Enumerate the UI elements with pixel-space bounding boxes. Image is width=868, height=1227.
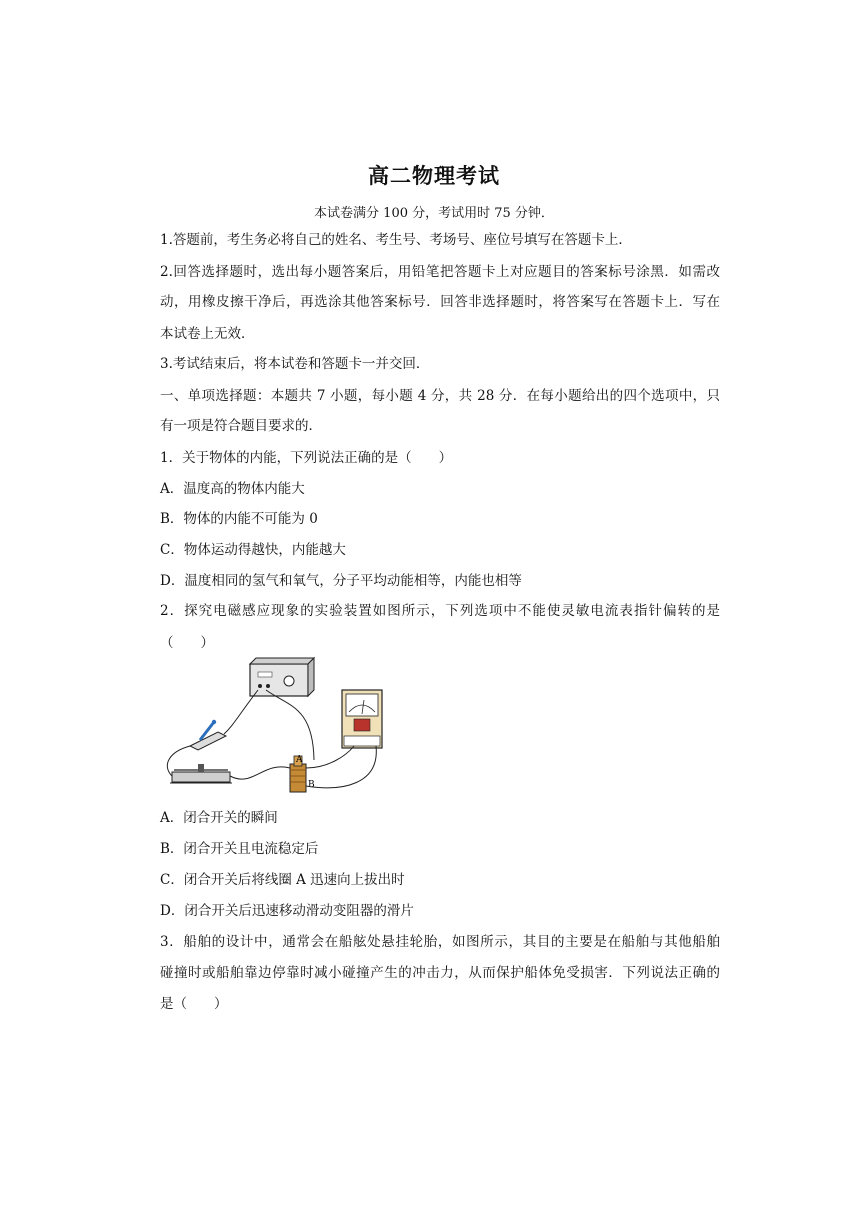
instruction-3: 3.考试结束后，将本试卷和答题卡一并交回． xyxy=(160,356,430,372)
instruction-1: 1.答题前，考生务必将自己的姓名、考生号、考场号、座位号填写在答题卡上． xyxy=(160,232,632,248)
instruction-2-line-2: 动，用橡皮擦干净后，再选涂其他答案标号．回答非选择题时，将答案写在答题卡上．写在 xyxy=(160,294,720,310)
coil-a-label: A xyxy=(296,755,303,765)
instruction-2-line-1: 2.回答选择题时，选出每小题答案后，用铅笔把答题卡上对应题目的答案标号涂黑．如需改 xyxy=(160,264,720,280)
instruction-2-line-3: 本试卷上无效． xyxy=(160,326,255,342)
section-heading-line-1: 一、单项选择题：本题共 7 小题，每小题 4 分，共 28 分．在每小题给出的四个选项中，只 xyxy=(160,388,720,404)
galvanometer-icon xyxy=(342,690,382,748)
induction-apparatus-figure xyxy=(158,656,394,798)
question-2-option-a: A．闭合开关的瞬间 xyxy=(160,810,278,826)
switch-icon xyxy=(190,720,226,750)
coil-b-label: B xyxy=(308,780,315,790)
question-2-stem-line-2: （ ） xyxy=(160,635,214,651)
exam-subtitle: 本试卷满分 100 分，考试用时 75 分钟． xyxy=(314,206,554,221)
section-heading-line-2: 有一项是符合题目要求的． xyxy=(160,418,322,434)
question-3-line-2: 碰撞时或船舶靠边停靠时减小碰撞产生的冲击力，从而保护船体免受损害．下列说法正确的 xyxy=(160,965,720,981)
question-3-line-1: 3．船舶的设计中，通常会在船舷处悬挂轮胎，如图所示，其目的主要是在船舶与其他船舶 xyxy=(160,934,720,950)
question-1-option-b: B．物体的内能不可能为 0 xyxy=(160,511,318,527)
question-1-option-c: C．物体运动得越快，内能越大 xyxy=(160,542,346,558)
question-1-option-d: D．温度相同的氢气和氧气，分子平均动能相等，内能也相等 xyxy=(160,573,522,589)
question-2-option-d: D．闭合开关后迅速移动滑动变阻器的滑片 xyxy=(160,903,414,919)
question-1-stem: 1．关于物体的内能，下列说法正确的是（ ） xyxy=(160,450,453,466)
question-3-line-3: 是（ ） xyxy=(160,996,228,1012)
power-supply-icon xyxy=(250,658,314,696)
question-2-option-b: B．闭合开关且电流稳定后 xyxy=(160,841,319,857)
question-2-option-c: C．闭合开关后将线圈 A 迅速向上拔出时 xyxy=(160,872,405,888)
question-1-option-a: A．温度高的物体内能大 xyxy=(160,481,305,497)
question-2-stem-line-1: 2．探究电磁感应现象的实验装置如图所示，下列选项中不能使灵敏电流表指针偏转的是 xyxy=(160,603,720,619)
page-title: 高二物理考试 xyxy=(368,163,500,188)
rheostat-icon xyxy=(170,764,232,783)
